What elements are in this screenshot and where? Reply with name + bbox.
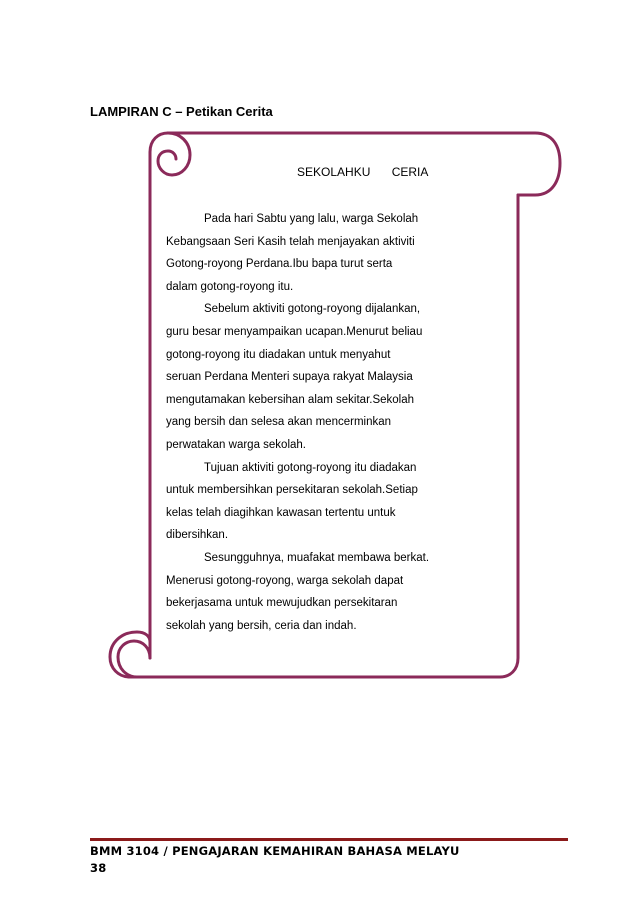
footer-rule [90, 838, 568, 841]
story-line: dalam gotong-royong itu. [166, 280, 294, 293]
story-line: Gotong-royong Perdana.Ibu bapa turut serta [166, 258, 393, 271]
page-number: 38 [90, 861, 107, 875]
story-line: seruan Perdana Menteri supaya rakyat Malaysia [166, 371, 413, 384]
story-line: dibersihkan. [166, 529, 229, 542]
scroll-bottom-curl [110, 632, 150, 677]
story-body [166, 208, 466, 637]
story-line: sekolah yang bersih, ceria dan indah. [166, 619, 357, 632]
story-line: gotong-royong itu diadakan untuk menyahut [166, 348, 391, 361]
scroll-bottom-roll [118, 641, 150, 677]
story-line: guru besar menyampaikan ucapan.Menurut beliau [166, 325, 423, 338]
story-line: mengutamakan kebersihan alam sekitar.Sekolah [166, 393, 415, 406]
story-line: Sesungguhnya, muafakat membawa berkat. [204, 551, 430, 564]
story-line: yang bersih dan selesa akan mencerminkan [166, 416, 392, 429]
story-line: Kebangsaan Seri Kasih telah menjayakan aktiviti [166, 235, 415, 248]
story-line: untuk membersihkan persekitaran sekolah.Setiap [166, 484, 418, 497]
story-title: SEKOLAHKU CERIA [297, 165, 429, 179]
footer-course: BMM 3104 / PENGAJARAN KEMAHIRAN BAHASA MELAYU [90, 844, 460, 858]
scroll-top-curl [158, 133, 190, 175]
story-line: Sebelum aktiviti gotong-royong dijalankan, [204, 303, 421, 316]
story-line: kelas telah diagihkan kawasan tertentu untuk [166, 506, 396, 519]
story-line: Menerusi gotong-royong, warga sekolah dapat [166, 574, 404, 587]
story-line: Tujuan aktiviti gotong-royong itu diadakan [204, 461, 417, 474]
story-line: bekerjasama untuk mewujudkan persekitaran [166, 597, 398, 610]
appendix-heading: LAMPIRAN C – Petikan Cerita [90, 104, 273, 119]
story-line: perwatakan warga sekolah. [166, 438, 306, 451]
story-line: Pada hari Sabtu yang lalu, warga Sekolah [204, 213, 419, 225]
scroll-top-roll [168, 133, 560, 195]
footer [90, 843, 460, 877]
